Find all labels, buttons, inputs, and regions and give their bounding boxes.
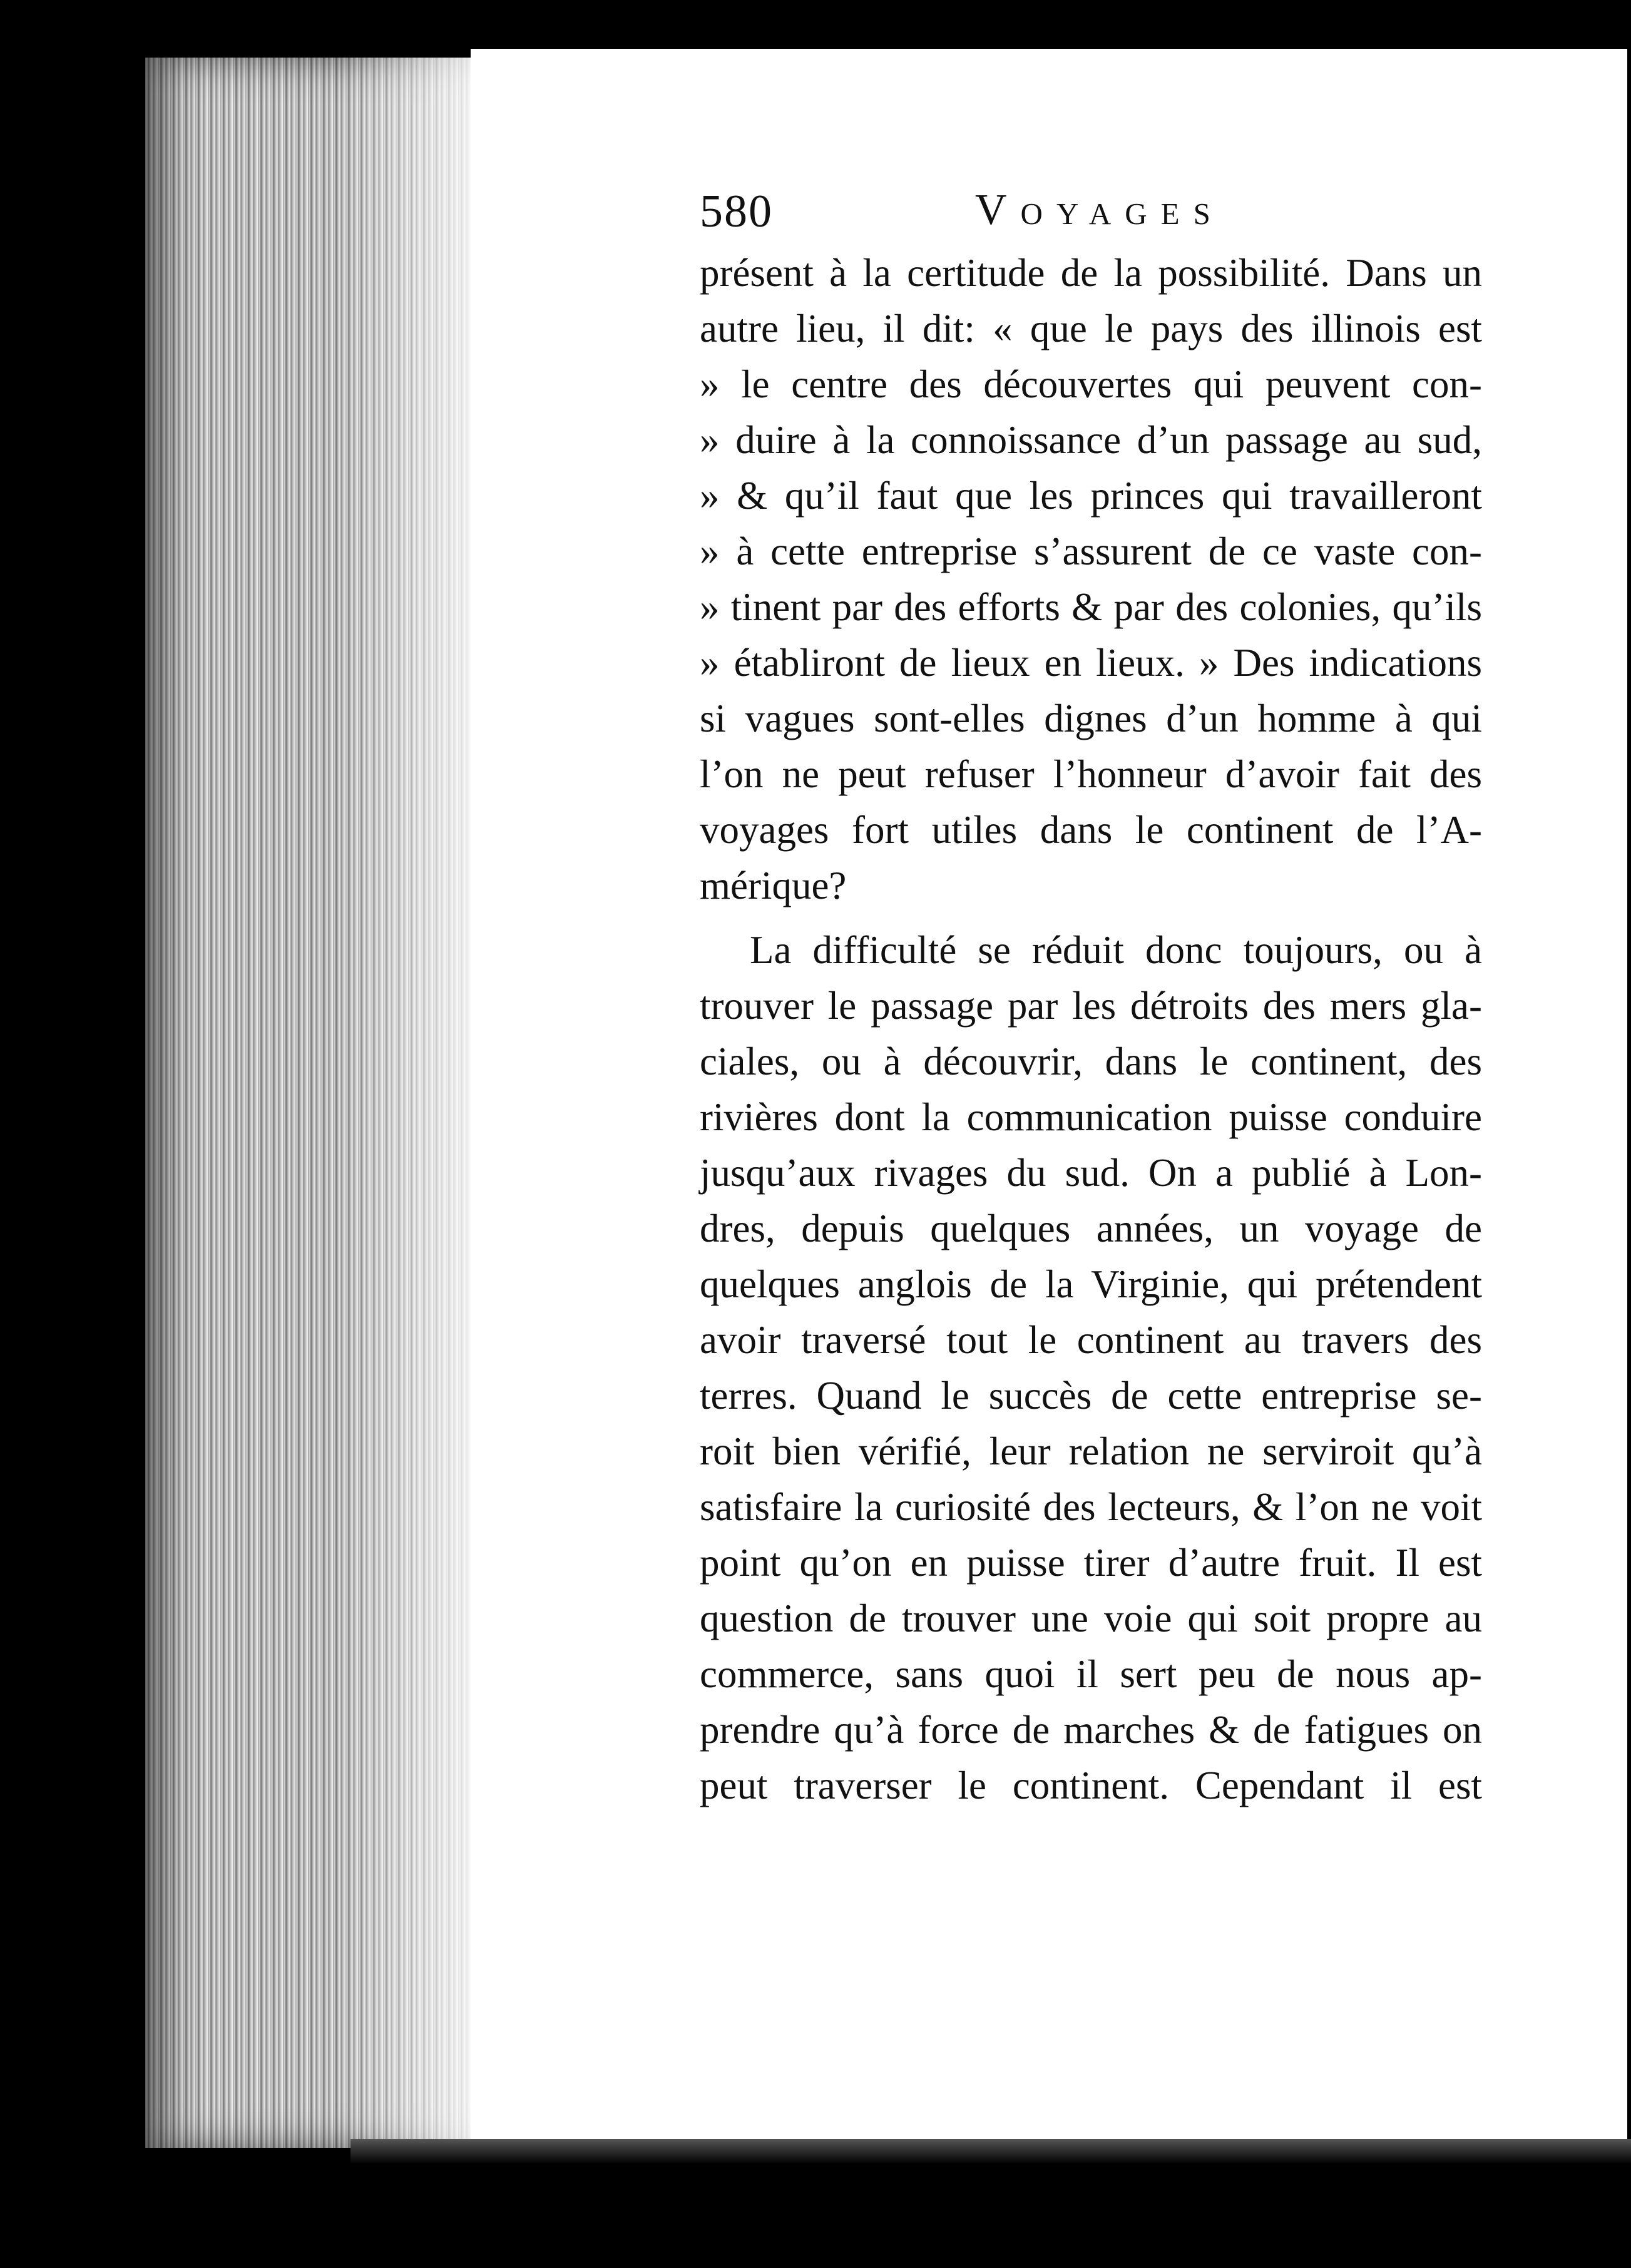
text-line: » établiront de lieux en lieux. » Des indications: [700, 641, 1482, 685]
text-line: trouver le passage par les détroits des mers gla-: [700, 984, 1482, 1028]
text-line: » duire à la connoissance d’un passage au sud,: [700, 418, 1482, 462]
text-line: point qu’on en puisse tirer d’autre fruit. Il est: [700, 1541, 1482, 1585]
text-line: jusqu’aux rivages du sud. On a publié à Lon-: [700, 1151, 1482, 1195]
book-fore-edge: [145, 58, 476, 2148]
running-head: [700, 185, 1301, 254]
text-line: dres, depuis quelques années, un voyage de: [700, 1207, 1482, 1250]
text-line: avoir traversé tout le continent au travers des: [700, 1318, 1482, 1362]
text-line: terres. Quand le succès de cette entreprise se-: [700, 1374, 1482, 1418]
text-line: prendre qu’à force de marches & de fatigues on: [700, 1708, 1482, 1752]
paragraph-gap: [700, 914, 1482, 922]
text-line: rivières dont la communication puisse conduire: [700, 1095, 1482, 1139]
text-line: question de trouver une voie qui soit propre au: [700, 1596, 1482, 1640]
text-line: » le centre des découvertes qui peuvent con-: [700, 362, 1482, 406]
text-line: » tinent par des efforts & par des colonies, qu’ils: [700, 585, 1482, 629]
paragraph-1: [700, 245, 1482, 914]
text-line: peut traverser le continent. Cependant il est: [700, 1764, 1482, 1807]
text-line: ciales, ou à découvrir, dans le continent, des: [700, 1040, 1482, 1083]
text-line: présent à la certitude de la possibilité. Dans un: [700, 251, 1482, 295]
body-text: [700, 245, 1482, 1814]
text-line: commerce, sans quoi il sert peu de nous ap-: [700, 1652, 1482, 1696]
text-line: mérique?: [700, 864, 847, 907]
text-line: autre lieu, il dit: « que le pays des illinois est: [700, 307, 1482, 350]
text-line: quelques anglois de la Virginie, qui prétendent: [700, 1262, 1482, 1306]
text-line: » à cette entreprise s’assurent de ce vaste con-: [700, 529, 1482, 573]
paragraph-2: [700, 922, 1482, 1814]
text-line: satisfaire la curiosité des lecteurs, & l’on ne voit: [700, 1485, 1482, 1529]
page-bottom-shadow: [350, 2139, 1631, 2164]
text-line: si vagues sont-elles dignes d’un homme à qui: [700, 697, 1482, 740]
text-line: voyages fort utiles dans le continent de l’A-: [700, 808, 1482, 852]
running-title: Voyages: [975, 186, 1224, 234]
text-line: roit bien vérifié, leur relation ne serviroit qu’à: [700, 1429, 1482, 1473]
text-line: La difficulté se réduit donc toujours, ou à: [750, 928, 1482, 972]
text-line: l’on ne peut refuser l’honneur d’avoir fait des: [700, 752, 1482, 796]
page-number: 580: [700, 186, 773, 237]
text-line: » & qu’il faut que les princes qui travailleront: [700, 474, 1482, 518]
